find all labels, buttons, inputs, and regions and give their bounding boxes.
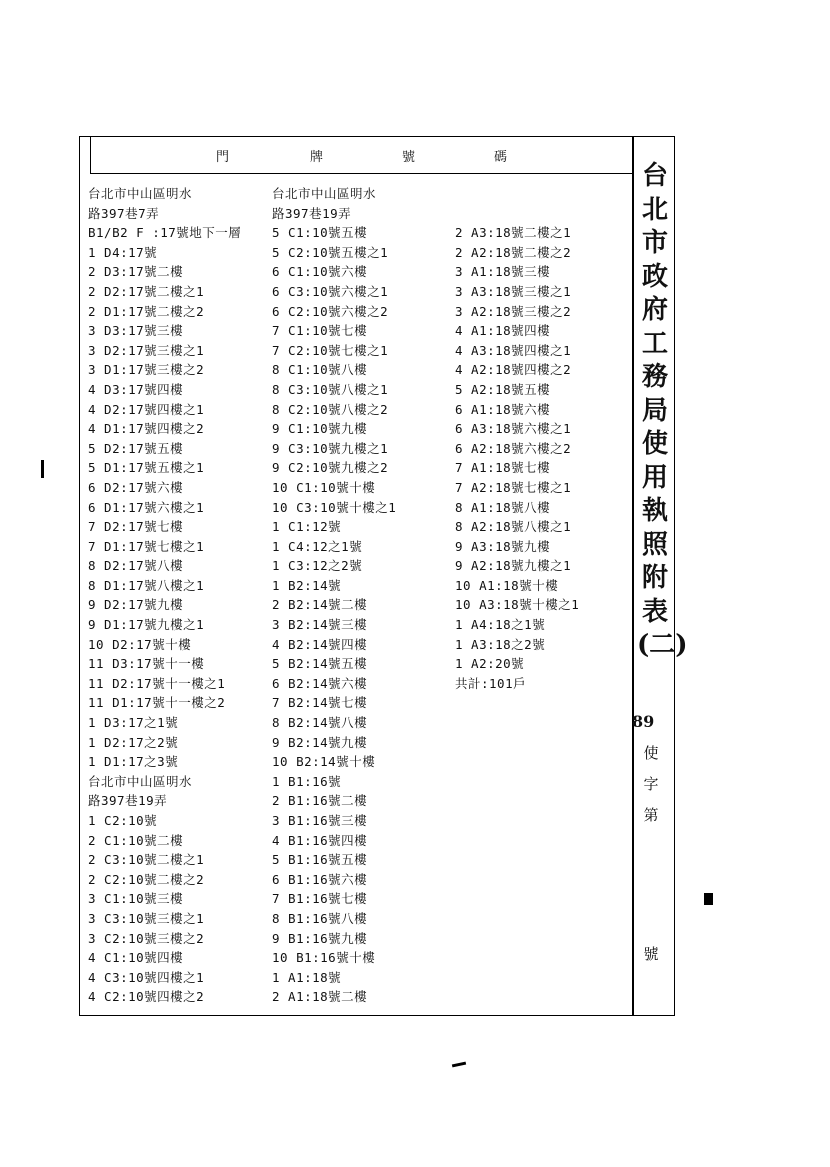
header-char-2: 牌: [310, 150, 324, 165]
address-entry: 11 D3:17號十一樓: [88, 656, 205, 672]
address-entry: 4 A2:18號四樓之2: [455, 362, 572, 378]
side-title-char: 北: [641, 194, 668, 225]
address-entry: 路397巷19弄: [272, 205, 352, 221]
permit-year: 89: [632, 712, 655, 731]
address-entry: 6 D1:17號六樓之1: [88, 499, 205, 515]
scan-mark: [704, 893, 713, 905]
address-entry: 2 A2:18號二樓之2: [455, 244, 572, 260]
header-char-3: 號: [402, 150, 416, 165]
address-entry: 8 C3:10號八樓之1: [272, 381, 389, 397]
address-entry: 11 D2:17號十一樓之1: [88, 675, 226, 691]
address-entry: 4 D1:17號四樓之2: [88, 421, 205, 437]
address-entry: 6 B1:16號六樓: [272, 871, 368, 887]
address-entry: 4 C1:10號四樓: [88, 950, 184, 966]
address-entry: 2 D3:17號二樓: [88, 264, 184, 280]
address-entry: B1/B2 F :17號地下一層: [88, 225, 242, 241]
address-entry: 1 D2:17之2號: [88, 734, 179, 750]
address-entry: 3 D2:17號三樓之1: [88, 342, 205, 358]
address-entry: 2 B2:14號二樓: [272, 597, 368, 613]
header-rule: [90, 173, 633, 174]
address-entry: 9 A3:18號九樓: [455, 538, 551, 554]
address-entry: 6 C2:10號六樓之2: [272, 303, 389, 319]
scan-mark: [452, 1062, 466, 1068]
address-entry: 1 A1:18號: [272, 969, 342, 985]
address-entry: 5 A2:18號五樓: [455, 381, 551, 397]
permit-char-hao: 號: [643, 945, 659, 963]
address-entry: 3 D1:17號三樓之2: [88, 362, 205, 378]
address-entry: 3 C3:10號三樓之1: [88, 910, 205, 926]
address-entry: [455, 204, 579, 224]
address-entry: 10 D2:17號十樓: [88, 636, 192, 652]
address-entry: 3 D3:17號三樓: [88, 323, 184, 339]
side-title-char: 執: [641, 496, 668, 526]
header-char-4: 碼: [494, 150, 508, 165]
address-entry: 1 D1:17之3號: [88, 754, 179, 770]
address-entry: 3 A3:18號三樓之1: [455, 283, 572, 299]
address-entry: 4 D2:17號四樓之1: [88, 401, 205, 417]
side-divider: [632, 136, 634, 1016]
address-entry: 5 C2:10號五樓之1: [272, 244, 389, 260]
address-entry: 11 D1:17號十一樓之2: [88, 695, 226, 711]
address-entry: 6 C1:10號六樓: [272, 264, 368, 280]
address-entry: 8 A1:18號八樓: [455, 499, 551, 515]
address-entry: 3 A1:18號三樓: [455, 264, 551, 280]
address-entry: 7 A1:18號七樓: [455, 460, 551, 476]
address-entry: 7 D1:17號七樓之1: [88, 538, 205, 554]
header-left-rule: [90, 137, 91, 174]
address-entry: 4 B2:14號四樓: [272, 636, 368, 652]
address-entry: 8 B1:16號八樓: [272, 910, 368, 926]
address-entry: 1 A2:20號: [455, 656, 525, 672]
address-entry: 4 D3:17號四樓: [88, 381, 184, 397]
address-entry: 路397巷19弄: [88, 793, 168, 809]
side-title-char: 政: [641, 261, 668, 292]
address-entry: 9 D2:17號九樓: [88, 597, 184, 613]
address-entry: 7 C2:10號七樓之1: [272, 342, 389, 358]
side-title-char: 照: [641, 529, 668, 560]
address-entry: 6 A3:18號六樓之1: [455, 421, 572, 437]
address-entry: 4 A1:18號四樓: [455, 323, 551, 339]
address-entry: 2 D1:17號二樓之2: [88, 303, 205, 319]
address-entry: 3 B2:14號三樓: [272, 617, 368, 633]
address-entry: 台北市中山區明水: [88, 773, 193, 789]
address-entry: 8 B2:14號八樓: [272, 715, 368, 731]
address-entry: 1 B2:14號: [272, 577, 342, 593]
address-entry: 5 C1:10號五樓: [272, 225, 368, 241]
address-entry: 5 D2:17號五樓: [88, 440, 184, 456]
side-title-char: (二): [637, 630, 688, 660]
side-title-char: 表: [641, 596, 668, 627]
address-entry: 10 A3:18號十樓之1: [455, 597, 580, 613]
address-entry: 6 D2:17號六樓: [88, 479, 184, 495]
permit-char-di: 第: [643, 806, 659, 824]
address-entry: 台北市中山區明水: [272, 186, 377, 201]
address-entry: 8 D1:17號八樓之1: [88, 577, 205, 593]
address-entry: 7 B1:16號七樓: [272, 891, 368, 907]
address-entry: 路397巷7弄: [88, 205, 160, 221]
address-entry: 8 A2:18號八樓之1: [455, 519, 572, 535]
address-column-1: [88, 184, 241, 1007]
address-entry: 台北市中山區明水: [88, 186, 193, 201]
address-entry: 2 C2:10號二樓之2: [88, 871, 205, 887]
address-entry: 3 C2:10號三樓之2: [88, 930, 205, 946]
side-title-char: 務: [641, 362, 668, 392]
address-entry: 10 B1:16號十樓: [272, 950, 376, 966]
address-entry: 4 B1:16號四樓: [272, 832, 368, 848]
address-entry: 1 C4:12之1號: [272, 538, 363, 554]
address-entry: 9 C1:10號九樓: [272, 421, 368, 437]
address-entry: 2 A1:18號二樓: [272, 989, 368, 1005]
side-title-char: 附: [641, 563, 668, 593]
address-entry: 6 C3:10號六樓之1: [272, 283, 389, 299]
address-entry: 8 C1:10號八樓: [272, 362, 368, 378]
address-entry: 2 C3:10號二樓之1: [88, 852, 205, 868]
address-entry: 1 A3:18之2號: [455, 636, 546, 652]
address-entry: 5 B1:16號五樓: [272, 852, 368, 868]
address-entry: 1 D4:17號: [88, 244, 158, 260]
header-char-1: 門: [216, 150, 230, 165]
address-entry: 2 A3:18號二樓之1: [455, 225, 572, 241]
address-entry: 3 A2:18號三樓之2: [455, 303, 572, 319]
address-entry: 4 A3:18號四樓之1: [455, 342, 572, 358]
address-column-2: [272, 184, 396, 1007]
address-entry: 10 A1:18號十樓: [455, 577, 559, 593]
address-entry: 3 C1:10號三樓: [88, 891, 184, 907]
address-entry: 2 D2:17號二樓之1: [88, 283, 205, 299]
address-entry: 9 C2:10號九樓之2: [272, 460, 389, 476]
address-entry: 6 A1:18號六樓: [455, 401, 551, 417]
address-entry: 10 B2:14號十樓: [272, 754, 376, 770]
address-entry: 5 B2:14號五樓: [272, 656, 368, 672]
address-entry: [455, 184, 579, 204]
side-title-char: 使: [641, 429, 668, 459]
address-entry: 5 D1:17號五樓之1: [88, 460, 205, 476]
address-entry: 1 B1:16號: [272, 773, 342, 789]
address-entry: 4 C2:10號四樓之2: [88, 989, 205, 1005]
address-entry: 9 C3:10號九樓之1: [272, 440, 389, 456]
address-entry: 共計:101戶: [455, 675, 527, 691]
address-entry: 10 C3:10號十樓之1: [272, 499, 397, 515]
side-title-char: 局: [641, 395, 668, 426]
permit-char-zi: 字: [643, 775, 659, 793]
address-entry: 10 C1:10號十樓: [272, 479, 376, 495]
address-entry: 7 D2:17號七樓: [88, 519, 184, 535]
address-entry: 8 D2:17號八樓: [88, 558, 184, 574]
permit-char-shi: 使: [643, 744, 659, 762]
address-entry: 9 B1:16號九樓: [272, 930, 368, 946]
address-entry: 8 C2:10號八樓之2: [272, 401, 389, 417]
address-entry: 7 A2:18號七樓之1: [455, 479, 572, 495]
side-title-char: 工: [641, 328, 668, 359]
address-entry: 9 A2:18號九樓之1: [455, 558, 572, 574]
address-entry: 1 A4:18之1號: [455, 617, 546, 633]
address-entry: 6 B2:14號六樓: [272, 675, 368, 691]
address-entry: 4 C3:10號四樓之1: [88, 969, 205, 985]
address-entry: 2 C1:10號二樓: [88, 832, 184, 848]
address-entry: 3 B1:16號三樓: [272, 813, 368, 828]
address-entry: 1 C3:12之2號: [272, 558, 363, 574]
side-title-char: 用: [641, 462, 668, 493]
address-entry: 7 C1:10號七樓: [272, 323, 368, 339]
address-entry: 2 B1:16號二樓: [272, 793, 368, 809]
address-entry: 1 C2:10號: [88, 813, 158, 828]
address-entry: 6 A2:18號六樓之2: [455, 440, 572, 456]
address-entry: 9 B2:14號九樓: [272, 734, 368, 750]
address-entry: 1 D3:17之1號: [88, 715, 179, 731]
address-entry: 7 B2:14號七樓: [272, 695, 368, 711]
address-column-3: [455, 184, 579, 693]
side-title-char: 市: [641, 228, 668, 258]
scan-mark: [41, 460, 44, 478]
document-side-title: [637, 160, 688, 663]
address-entry: 1 C1:12號: [272, 519, 342, 535]
address-entry: 9 D1:17號九樓之1: [88, 617, 205, 633]
side-title-char: 台: [641, 161, 668, 191]
side-title-char: 府: [641, 295, 668, 325]
